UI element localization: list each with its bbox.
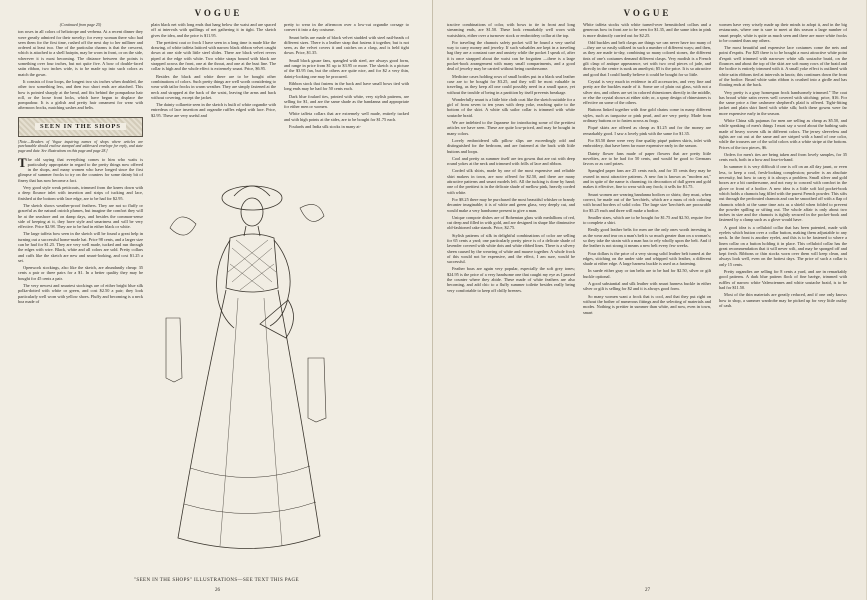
paragraph: ton roses in all colors of heliotrope and verbena. At a recent dinner they were greatly admired for their novelty; for every woman there who had seen them for the first time, rushed off the next day to her milliner and ordered at least two. One of the particular charms is that the crescent, which is attached to a shell hairpin, may be worn in front, or on the side, wherever it is most becoming. The distance between the points is something over four inches, but not quite five. A bow of double-faced satin ribbon, two inches wide, is to be made up into such colors as match the gown. xyxy=(18,29,143,77)
left-page xyxy=(0,0,433,600)
paragraph: Cool and pretty as summer itself are tea gowns that are cut with deep round yokes at the neck and trimmed with frills of lace and ribbon. xyxy=(447,155,575,167)
paragraph: White China silk pajamas for men are selling as cheap as $5.50, and while speaking of men's things I must say a word about the bathing suits made of heavy woven silk in different colors. The jersey sleeveless and tights are cut out at the same and are striped with a band of one color, while the trousers are of the solid colors with a white stripe at the bottom. Prices of the two pieces, $6. xyxy=(719,118,847,150)
page-number-right: 27 xyxy=(645,588,650,593)
bodice xyxy=(226,234,278,292)
fan xyxy=(260,300,294,338)
paragraph: It consists of four loops, the longest two six inches when doubled, the other two something less, and then two short ends are attached. This bow is pointed sharply at the bend, and fits behind the pompadour hair roll, or the loose front locks, which have begun to displace the pompadour. It is a girlish and pretty hair ornament for wear with afternoon frocks, matching sashes and belts. xyxy=(18,78,143,111)
paragraph: Stylish patterns of silk in delightful combinations of color are selling for 65 cents a yard; one particularly pretty piece is of a delicate shade of lavender covered with white dots and white ribbed lines. There is a silvery sheen caused by the weaving of white and mauve together. A whole frock of this would not be expensive, and the effect, I am sure, would be successful. xyxy=(447,232,575,265)
page-number-left: 26 xyxy=(215,588,220,593)
skirt-flounces xyxy=(184,466,316,514)
paragraph: Pretty organdies are selling for 8 cents a yard, and are in remarkably good patterns. A dark blue pattern flock of fine barège, trimmed with ruffles of narrow white Valenciennes and white soutache braid, is to be had for $11.50. xyxy=(719,269,847,290)
paragraph: The prettiest coat or frock I have seen in a long time is made like the drawing, of white taffeta latticed with narrow black ribbon velvet caught down at one side with little steel slides. There are black velvet revers piped at the edge with white. Two white straps bound with black are strapped across the front, one at the throat, and one at the bust line. The collar is high and the whole effect is extremely smart. Price, $6.95. xyxy=(151,39,276,72)
section-heading: SEEN IN THE SHOPS xyxy=(35,123,126,130)
drop-cap: T xyxy=(18,154,27,170)
paragraph-dropcap xyxy=(18,154,143,183)
right-column-2 xyxy=(583,22,711,587)
paragraph: The sketch shows weather-proof feathers. They are not so fluffy or graceful as the natural ostrich plumes, but imagine the comfort they will be at the seashore and on damp days, and besides the common-sense side of keeping at it, they have style and smartness and will be very effective. Price $2.98. They are to be had in either black or white. xyxy=(18,202,143,230)
editor-note: [Note.—Readers of Vogue inquiring names of shops where articles are purchasable should enclose stamped and addressed envelope for reply, and state page and date. See illustrations on this page and page 28.] xyxy=(18,139,143,153)
paragraph: Feather boas are again very popular, especially the soft grey tones; $24.95 is the price of a very handsome one that caught my eye as I passed the counter where they abide. These made of white feathers are also becoming, and add chic to a fluffy summer toilette besides really being very comfortable to keep off chilly breezes. xyxy=(447,266,575,293)
paragraph: Corded silk shirts, made by one of the most expensive and reliable shirt makers in town, are now offered for $2.50, and there are many attractive patterns and smart models left. All the tucking is done by hand; one of the prettiest is in the delicate shade of mellow pink, heavily corded with white. xyxy=(447,168,575,195)
paragraph: Dainty flower fans made of paper flowers that are pretty little novelties, are to be had for 50 cents, and would be good to Germans favors or as card prizes. xyxy=(583,150,711,167)
paragraph: women have very wisely made up their minds to adopt it, and in the big restaurants, where one is sure to meet at this season a large number of smart people, white is quite as much seen and there are more white frocks to be counted than any others. xyxy=(719,22,847,43)
paragraph: Smaller sizes, which are to be bought for $1.75 and $2.50, require five to complete a shirt. xyxy=(583,214,711,226)
paragraph: A good substantial and silk leather with smart harness buckle in either silver or gilt is selling for $2 and it is always good form. xyxy=(583,281,711,292)
paragraph: Crystal is very much in evidence in all accessories, and very fine and pretty are the buckles made of it. Some are of plain cut glass, with not a silver rim, and others are set in colored rhinestones directly in the middle, or else the crystal shows at either side; or, a spray design of rhinestones is effective on some of the others. xyxy=(583,78,711,106)
paragraph: pretty to wear in the afternoon over a low-cut organdie corsage to convert it into a day costume. xyxy=(284,22,409,33)
paragraph: tractive combinations of color, with bows to tie in front and long streaming ends, are $1.50. These look remarkably well worn with waistshirts, either over a turnover stock or embroidery collar at the top. xyxy=(447,22,575,38)
stocking-sketch xyxy=(166,318,182,382)
paragraph: Buttons linked together with fine gold chains come in many different styles, such as turquoise or pink pearl, and are very pretty. Made from ordinary buttons or to fasten across as frogs. xyxy=(583,107,711,124)
paragraph: A good idea is a celluloid collar that has been patented, made with eyelets which button over a collar button, making them adjustable to any neck. In the front is another eyelet, and this is to be fastened to where a linen collar on a button holding it in place. This celluloid collar has the great recommendation that it will never wilt, and may be sponged off and kept fresh. Ribbons or thin stocks worn over them will keep clean, and always look well, even on the hottest days. The price of such a collar is only 15 cents. xyxy=(719,224,847,267)
left-column-1 xyxy=(18,22,143,582)
paragraph: For $8.25 there may be purchased the most beautiful whisker or brandy decanter imaginable; it is of white and green glass, very deeply cut, and would make a very handsome present to give a man. xyxy=(447,196,575,213)
paragraph: Wonderfully smart is a little bite cloth coat like the sketch suitable for a girl of from seven to ten years with deep yoke, reaching quite to the bottom of the skirt. A white silk sailor collar is trimmed with white soutache braid. xyxy=(447,96,575,118)
bow-sketch xyxy=(300,204,324,221)
paragraph-text: he old saying that everything comes to him who waits is particularly appropriate in regard to the pretty things now offered in the shops, and many women who have longed since the first glimpse of summer frocks to try on the counters for some dainty bit of finery that has now become a fact. xyxy=(18,156,143,183)
paragraph: Most of the thin materials are greatly reduced, and if one only knows how to shop, a summer wardrobe may be picked up for very little outlay of cash. xyxy=(719,292,847,308)
paragraph: So many women want a frock that is cool, and that they put right on without the bother of numerous fittings and the selecting of materials and modes. Nothing is prettier in summer than white, and now, even in town, smart xyxy=(583,293,711,315)
paragraph: Four dollars is the price of a very strong solid leather belt turned at the edges, stitching on the under side and whipped with leather, a different shade at either edge. A large harness buckle is used as a fastening. xyxy=(583,250,711,267)
paragraph: Very good style weak petticoats, trimmed from the knees down with a deep flounce inlet with insertion and strips of tucking and lace, finished at the bottom with lace edge, are to be had for $2.95. xyxy=(18,185,143,201)
continued-note: (Continued from page 25) xyxy=(59,22,102,27)
paragraph: We are indebted to the Japanese for introducing some of the prettiest articles we have seen. These are quite low-priced, and may be bought in many colors. xyxy=(447,120,575,136)
paragraph: In summer it is very difficult if one is off on an all day jaunt, or even less, to keep a cool, fresh-looking complexion; powder is an absolute necessity, but how to carry it is always a problem. Small silver and gold boxes are a bit cumbersome, and not easy to conceal with comfort in the glove or front of a bodice. A new idea is a little soft kid pocket-book which holds a chamois bag filled with the purest French powder. This sifts out through the perforated chamois and can be smoothed off with a flap of chamois which at the same time acts as a shield when folded to prevent the powder spilling or sifting out. The whole affair is only about two inches in size and the chamois is tightly secured in the pocket-book and fastened by a clamp such as a glove would have. xyxy=(719,164,847,223)
paragraph: Dark blue foulard ties, printed with white, very stylish patterns, are selling for $1, and are the same shade as the bandanna and appropriate for either men or women. xyxy=(284,93,409,110)
paragraph: The large taffeta bow seen in the sketch will be found a great help in turning out a successful home-made hat. Price 98 cents, and a larger size can be had for $1.25. They are very well made, tucked and run through the edges with wire. Black, white and all colors are sold. Pretty collars and cuffs like the sketch are new and smart-looking, and cost $1.25 a set. xyxy=(18,231,143,263)
feather-sketch xyxy=(170,217,196,235)
paragraph: The most beautiful and expensive lace costumes come the nets and point d'esprits. For $25 there is to be bought a most attractive white point d'esprit well trimmed with narrower white silk soutache braid, on the flounces and about the top of the skirt are soft many rows of the braid and the bodice is entirely trimmed with it. A small yoke effect is outlined with white satin ribbons tied at intervals in knots; this continues down the front of the bodice. Broad white satin ribbon is crushed into a girdle and has floating ends at the back. xyxy=(719,45,847,88)
right-page xyxy=(433,0,866,600)
section-heading-banner xyxy=(18,117,143,137)
left-column-3 xyxy=(284,22,409,187)
hat-crown xyxy=(234,186,270,196)
paragraph: Openwork stockings, also like the sketch, are abundantly cheap: 35 cents a pair or three pairs for a $1. In a better quality they may be bought for 45 cents a pair. xyxy=(18,265,143,281)
paragraph: In suede either gray or tan belts are to be had for $2.50, silver or gilt buckle optional. xyxy=(583,268,711,279)
paragraph: Piqué skirts are offered as cheap as $1.25 and for the money are remarkably good. I saw a lovely pink with the same for $1.35. xyxy=(583,125,711,136)
left-column-2 xyxy=(151,22,276,187)
skirt-folds xyxy=(220,298,282,546)
paragraph: Spangled paper fans are 25 cents each, and for 35 cents they may be owned in most attractive patterns. A new fan is known as "modern art," and in spite of the name is charming; its decoration of dull green and gold makes it effective, fine to wear with any frock; it sells for $1.75. xyxy=(583,168,711,190)
paragraph: Smart belts are made of black velvet studded with steel nail-heads of different sizes. There is a leather strap that fastens it together, but is not seen, as the velvet covers it and catches on a clasp, and is held tight down. Price, $1.35. xyxy=(284,34,409,56)
right-column-1 xyxy=(447,22,575,587)
head xyxy=(241,198,263,226)
paragraph: Unique compote dishes are of Bohemian glass with medallions of red, cut deep and filled in with gold, and are designed in shape like diminutive old-fashioned cake stands. Price, $2.75. xyxy=(447,214,575,231)
paragraph: For $3.50 there were very fine quality piqué pattern skirts, inlet with embroidery, that have been far more expensive early in the season. xyxy=(583,137,711,149)
paragraph: Medicine cases holding rows of small bottles put in a black seal leather case are to be bought for $3.25, and they will be most valuable in traveling, as they keep all one could possibly need in a small space, yet without the trouble of being in a partition by itself prevents breakage. xyxy=(447,73,575,95)
paragraph: Odd buckles and belt clasps are things we can never have too many of—they are so easily utilized in such a number of different ways; and then, as they are made to-day, combining so many colored stones, the different tints of one's costumes demand different clasps. Very modish is a French gilt clasp of antique appearance, set with two oval pieces of jade, and directly in the centre is sunk an amethyst; $5 is the price. It is so attractive and good that I could hardly believe it could be bought for so little. xyxy=(583,39,711,77)
paragraph: For traveling the chamois safety pocket will be found a very useful way to carry money and jewelry. If such valuables are kept in a traveling bag they are a constant care and anxiety while the pocket I speak of, after it is once strapped about the waist can be forgotten —there is a large pocket-book arrangement with many small compartments, and a good deal of jewelry may be carried without being cumbersome. xyxy=(447,39,575,72)
right-column-3 xyxy=(719,22,847,587)
paragraph: Besides the black and white there are to be bought other combinations of colors. Such pretty things are well worth considering to wear with tailor frocks in warm weather. They are simply fastened at the neck and strapped at the back of the waist, leaving the arms and back without covering, except the jacket. xyxy=(151,73,276,100)
paragraph: The dainty collarette seen in the sketch is built of white organdie with entredeux of lace insertion and organdie ruffles edged with lace. Price, $2.95. These are very useful and xyxy=(151,102,276,118)
paragraph: Smart women are wearing bandanna bodices or shirts; they must, when correct, be made out of the 'kerchiefs, which are a mass of rich coloring with broad borders of solid color. The large size 'kerchiefs are procurable for $5.25 each and three will make a bodice. xyxy=(583,191,711,213)
skirt xyxy=(178,290,320,549)
paragraph: Orders for men's ties are being taken and from lovely samples, for 35 cents each, both in a bow and four-in-hand. xyxy=(719,151,847,163)
paragraph: Lovely embroidered silk pillow slips are exceedingly odd and distinguished for the bedroom, and are fastened at the back with little buttons and loops. xyxy=(447,137,575,154)
paragraph: Foulards and India silk stocks in many at- xyxy=(289,124,361,130)
paragraph: White taffeta stocks with white turned-over hemstitched collars and a generous bow in front are to be seen for $1.35, and the same idea in pink is more distinctly carried out for $2.25. xyxy=(583,22,711,38)
paragraph: Ribbon stock that fastens in the back and have small bows tied with long ends may be had for 50 cents each. xyxy=(284,80,409,92)
paragraph: White taffeta collars that are extremely well made, entirely tucked and with high points at the sides, are to be bought for $1.75 each. xyxy=(284,111,409,122)
paragraph: Small black gauze fans, spangled with steel, are always good form, and range in price from $1 up to $3.95 or more. The sketch is a picture of the $3.95 fan, but the others are quite nice, and for $2 a very thin, dainty-looking one may be procured. xyxy=(284,57,409,79)
illustration-caption: "SEEN IN THE SHOPS" ILLUSTRATIONS—SEE TEXT THIS PAGE xyxy=(133,578,300,583)
paragraph: The very newest and smartest stockings are of either bright blue silk polka-dotted with white or green, and cost $2.50 a pair; they look particularly well worn with yellow shoes. Fluffy and becoming is a neck boa made of xyxy=(18,283,143,304)
fashion-illustration xyxy=(160,168,330,563)
collar-sketch xyxy=(308,358,326,422)
left-arm xyxy=(217,240,235,328)
masthead-left: VOGUE xyxy=(194,8,243,18)
bodice-lattice xyxy=(228,240,276,290)
paragraph: Very pretty is a gray homespun frock handsomely trimmed." The coat has broad white satin revers well covered with stitching; price, $16. For the same price a fine cashmere shepherd's plaid is offered. Tight-fitting jacket and plain skirt lined with white silk; both these gowns were far more expensive early in the season. xyxy=(719,89,847,116)
paragraph: Really good leather belts for men are the only ones worth investing in as the wear and tear on a man's belt is so much greater than on a woman's; so they take the strain with a man has to rely wholly upon the belt. And if the leather is not strong it means a new belt every few weeks. xyxy=(583,227,711,249)
paragraph: plain black net with long ends that hang below the waist and are spaced off at intervals with quillings of net gathering it in tight. The sketch gives the idea, and the price is $11.95. xyxy=(151,22,276,38)
masthead-right: VOGUE xyxy=(623,8,672,18)
